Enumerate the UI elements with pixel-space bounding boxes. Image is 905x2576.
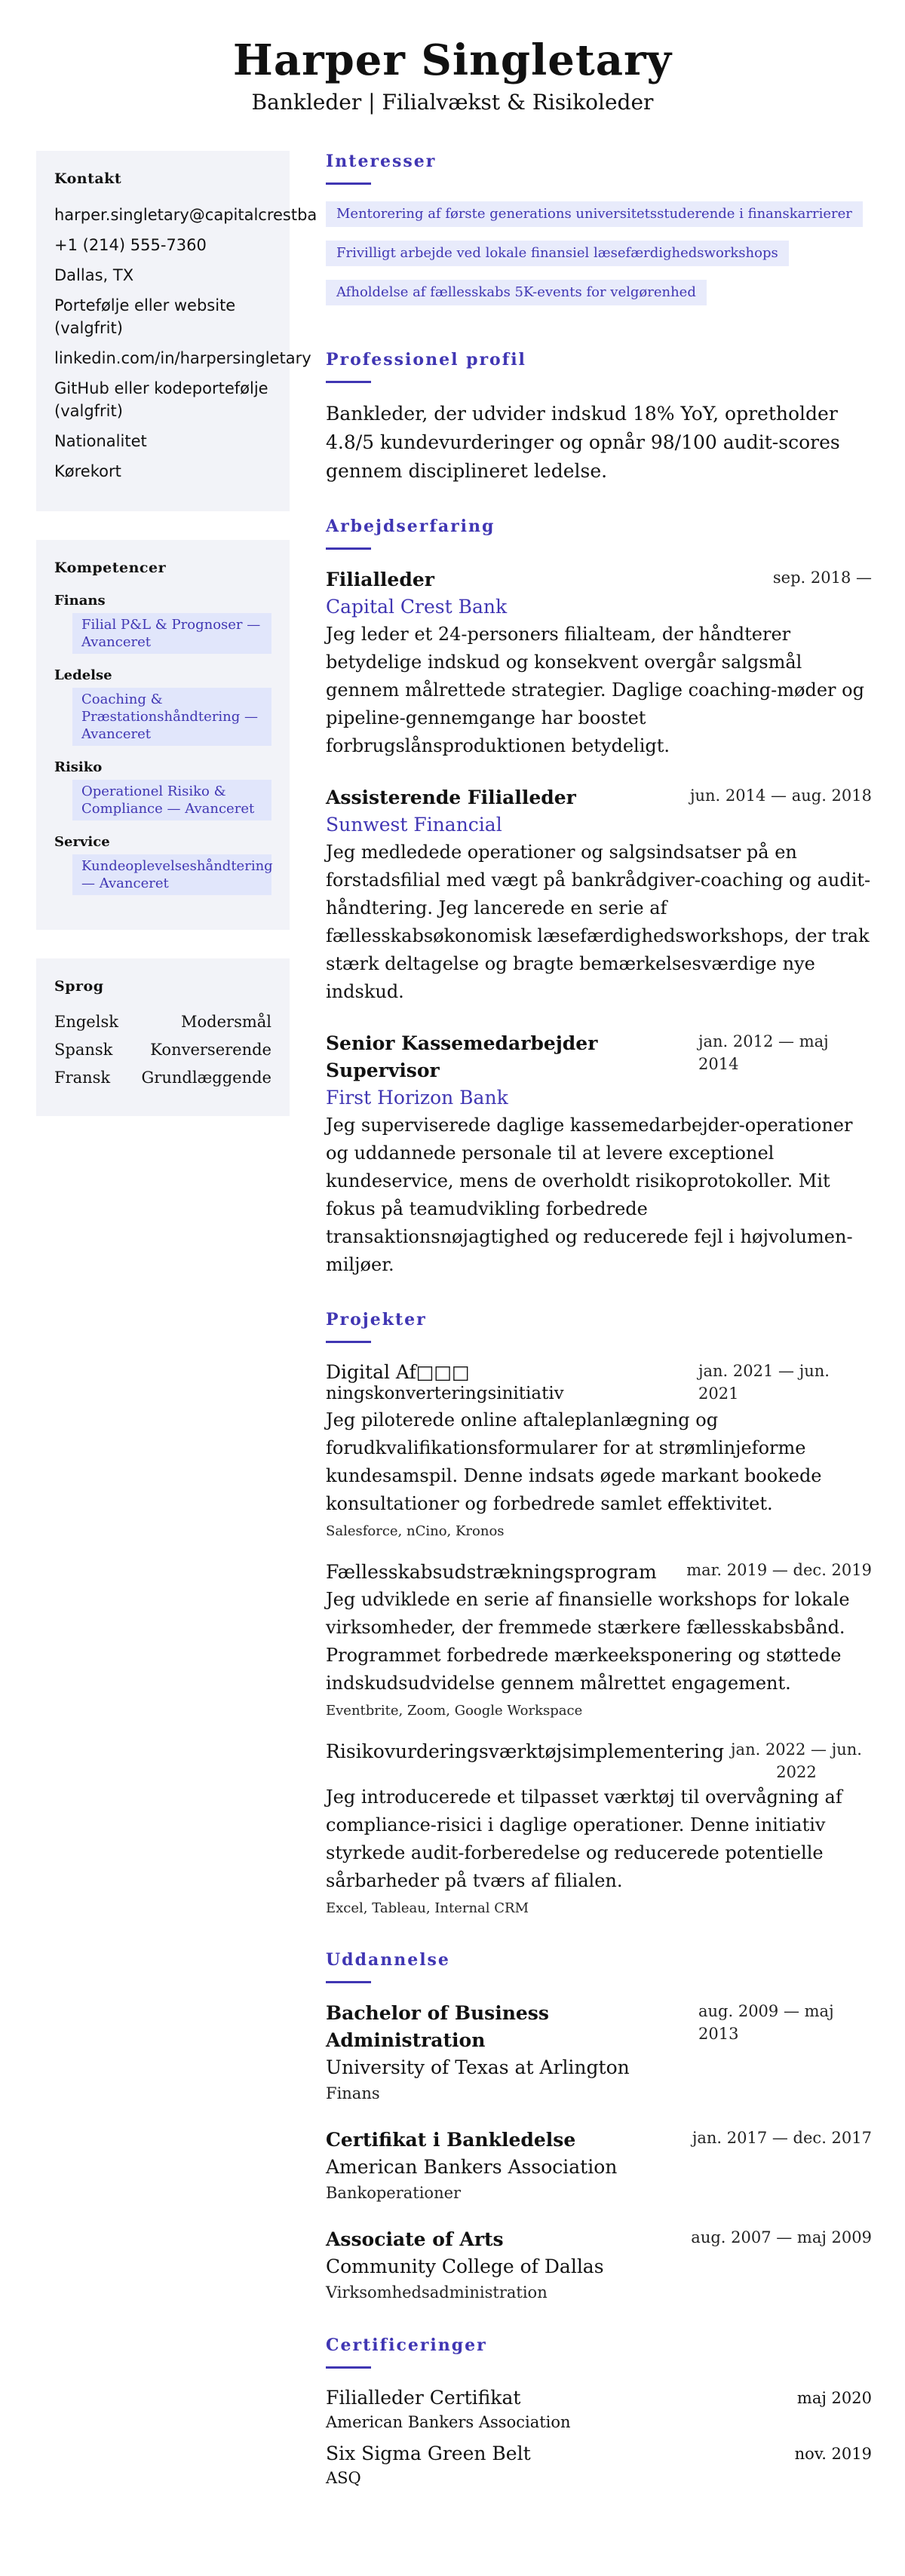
contact-email[interactable]: harper.singletary@capitalcrestba	[54, 206, 318, 224]
project-date: jan. 2021 — jun. 2021	[698, 1362, 830, 1403]
certification-name: Filialleder Certifikat	[326, 2387, 521, 2409]
project-date: jan. 2022 — jun. 2022	[731, 1740, 862, 1781]
section-divider	[326, 381, 371, 383]
certification-date: maj 2020	[796, 2389, 872, 2407]
skill-group-title: Service	[54, 834, 110, 850]
job-company: First Horizon Bank	[326, 1087, 508, 1109]
certification-entry	[326, 2441, 872, 2489]
section-title: Arbejdserfaring	[326, 517, 495, 536]
experience-entry	[326, 1030, 872, 1279]
certification-org: American Bankers Association	[326, 2413, 571, 2431]
job-company: Capital Crest Bank	[326, 596, 508, 618]
project-name-line: ningskonverteringsinitiativ	[326, 1384, 564, 1403]
job-title: Senior Kassemedarbejder Supervisor	[326, 1032, 598, 1081]
certification-name: Six Sigma Green Belt	[326, 2443, 531, 2464]
field-of-study: Virksomhedsadministration	[326, 2283, 548, 2302]
skill-group	[54, 834, 272, 895]
skill-group	[54, 759, 272, 820]
job-description: Jeg superviserede daglige kassemedarbejder-operationer og uddannede personale til at levere exceptionel kundeservice, mens de overholdt risikoprotokoller. Mit fokus på teamudvikling forbedrede transaktionsnøjagtighed og reducerede fejl i højvolumen-miljøer.	[326, 1115, 853, 1275]
language-level: Grundlæggende	[141, 1069, 272, 1087]
section-title: Interesser	[326, 152, 437, 171]
education-date: jan. 2017 — dec. 2017	[692, 2129, 872, 2147]
skills-box	[36, 540, 290, 930]
project-entry	[326, 1559, 872, 1722]
person-tagline: Bankleder | Filialvækst & Risikoleder	[251, 90, 654, 115]
interest-chip: Frivilligt arbejde ved lokale finansiel læsefærdighedsworkshops	[326, 241, 789, 266]
skill-group	[54, 667, 272, 746]
experience-entry	[326, 784, 872, 1006]
project-description: Jeg piloterede online aftaleplanlægning og forudkvalifikationsformularer for at strømlinjeforme kundesamspil. Denne indsats øgede markant bookede konsultationer og forbedrede samlet effektivitet.	[326, 1409, 822, 1514]
profile-text: Bankleder, der udvider indskud 18% YoY, opretholder 4.8/5 kundevurderinger og opnår 98/100 audit-scores gennem disciplineret ledelse.	[326, 403, 840, 482]
skill-chip: Coaching & Præstationshåndtering — Avanceret	[72, 688, 272, 746]
field-of-study: Bankoperationer	[326, 2184, 462, 2202]
languages-box	[36, 958, 290, 1116]
education-date: aug. 2009 — maj 2013	[698, 2002, 834, 2043]
project-name: Fællesskabsudstrækningsprogram	[326, 1561, 657, 1583]
language-row	[54, 1039, 272, 1060]
project-date: mar. 2019 — dec. 2019	[686, 1561, 872, 1579]
section-divider	[326, 2366, 371, 2369]
school-name: American Bankers Association	[326, 2156, 618, 2178]
profile-section	[326, 349, 872, 486]
field-of-study: Finans	[326, 2084, 380, 2102]
contact-nationality: Nationalitet	[54, 432, 147, 450]
school-name: Community College of Dallas	[326, 2256, 604, 2277]
project-tools: Excel, Tableau, Internal CRM	[326, 1900, 529, 1916]
skills-title: Kompetencer	[54, 560, 167, 576]
language-level: Konverserende	[150, 1041, 272, 1059]
section-divider	[326, 1341, 371, 1343]
job-description: Jeg leder et 24-personers filialteam, der håndterer betydelige indskud og konsekvent overgår salgsmål gennem målrettede strategier. Daglige coaching-møder og pipeline-gennemgange har boostet forbrugslånsproduktionen betydeligt.	[326, 624, 864, 756]
project-entry	[326, 1738, 872, 1919]
contact-location: Dallas, TX	[54, 266, 134, 284]
skill-chip: Kundeoplevelseshåndtering — Avanceret	[72, 854, 272, 895]
certification-org: ASQ	[326, 2469, 361, 2487]
degree-title: Bachelor of Business Administration	[326, 2002, 549, 2051]
language-name: Spansk	[54, 1041, 113, 1059]
section-divider	[326, 1981, 371, 1983]
section-title: Projekter	[326, 1310, 427, 1329]
contact-website[interactable]: Portefølje eller website (valgfrit)	[54, 296, 236, 337]
degree-title: Associate of Arts	[326, 2228, 504, 2250]
certification-entry	[326, 2385, 872, 2433]
skill-group	[54, 593, 272, 654]
projects-section	[326, 1309, 872, 1919]
job-company: Sunwest Financial	[326, 814, 502, 836]
interests-section	[326, 151, 872, 319]
contact-github[interactable]: GitHub eller kodeportefølje (valgfrit)	[54, 379, 268, 420]
person-name: Harper Singletary	[232, 35, 673, 85]
job-title: Assisterende Filialleder	[326, 787, 576, 808]
skill-chip: Filial P&L & Prognoser — Avanceret	[72, 613, 272, 654]
experience-section	[326, 516, 872, 1279]
degree-title: Certifikat i Bankledelse	[326, 2129, 576, 2151]
skill-chip: Operationel Risiko & Compliance — Avanceret	[72, 780, 272, 820]
project-description: Jeg udviklede en serie af finansielle workshops for lokale virksomheder, der fremmede stærkere fællesskabsbånd. Programmet forbedrede mærkeeksponering og støttede indskudsudvidelse gennem målrettet engagement.	[326, 1589, 850, 1694]
language-level: Modersmål	[181, 1013, 272, 1031]
certification-date: nov. 2019	[794, 2445, 872, 2463]
project-name: Risikovurderingsværktøjsimplementering	[326, 1740, 725, 1762]
certifications-section	[326, 2335, 872, 2489]
main-content	[326, 151, 872, 2519]
skill-group-title: Ledelse	[54, 667, 112, 683]
job-description: Jeg medledede operationer og salgsindsatser på en forstadsfilial med vægt på bankrådgiver-coaching og audit-håndtering. Jeg lancerede en serie af fællesskabsøkonomisk læsefærdighedsworkshops, der trak stærk deltagelse og bragte bemærkelsesværdige nye indskud.	[326, 842, 871, 1002]
education-entry	[326, 2127, 872, 2205]
resume-header	[0, 0, 905, 143]
project-name	[326, 1360, 688, 1406]
job-date: jan. 2012 — maj 2014	[698, 1032, 829, 1073]
section-title: Uddannelse	[326, 1950, 450, 1970]
project-tools: Salesforce, nCino, Kronos	[326, 1523, 505, 1539]
contact-box	[36, 151, 318, 511]
project-tools: Eventbrite, Zoom, Google Workspace	[326, 1703, 583, 1719]
job-title: Filialleder	[326, 569, 434, 590]
contact-linkedin[interactable]: linkedin.com/in/harpersingletary	[54, 349, 311, 367]
language-row	[54, 1067, 272, 1088]
interest-chip: Mentorering af første generations universitetsstuderende i finanskarrierer	[326, 201, 863, 227]
language-name: Fransk	[54, 1069, 111, 1087]
language-row	[54, 1011, 272, 1032]
job-date: sep. 2018 —	[772, 569, 872, 587]
job-date: jun. 2014 — aug. 2018	[690, 787, 872, 805]
education-section	[326, 1949, 872, 2305]
section-divider	[326, 547, 371, 550]
section-title: Certificeringer	[326, 2335, 487, 2355]
contact-license: Kørekort	[54, 462, 121, 480]
education-entry	[326, 2000, 872, 2105]
project-name-line: Digital Af□□□	[326, 1361, 470, 1383]
school-name: University of Texas at Arlington	[326, 2056, 630, 2078]
languages-title: Sprog	[54, 978, 104, 995]
project-description: Jeg introducerede et tilpasset værktøj til overvågning af compliance-risici i daglige operationer. Denne initiativ styrkede audit-forberedelse og reducerede potentielle sårbarheder på tværs af filialen.	[326, 1786, 842, 1891]
contact-title: Kontakt	[54, 170, 122, 187]
skill-group-title: Risiko	[54, 759, 103, 775]
skill-group-title: Finans	[54, 593, 106, 609]
education-date: aug. 2007 — maj 2009	[691, 2228, 872, 2246]
education-entry	[326, 2226, 872, 2305]
project-entry	[326, 1360, 872, 1542]
contact-phone[interactable]: +1 (214) 555-7360	[54, 236, 207, 254]
interest-chip: Afholdelse af fællesskabs 5K-events for velgørenhed	[326, 280, 707, 305]
experience-entry	[326, 566, 872, 760]
language-name: Engelsk	[54, 1013, 118, 1031]
section-title: Professionel profil	[326, 350, 526, 370]
sidebar	[36, 151, 318, 1145]
section-divider	[326, 182, 371, 185]
